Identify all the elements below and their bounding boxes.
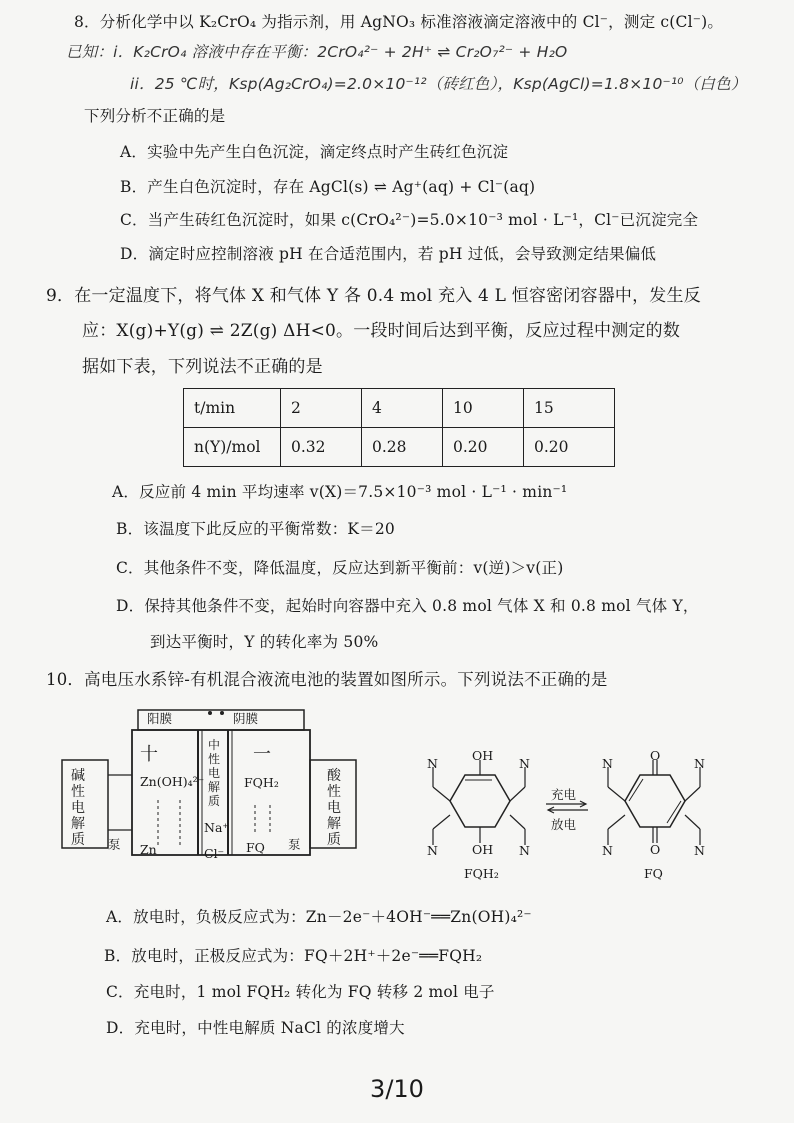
- charge-label: 充电: [551, 787, 577, 802]
- table-row: [184, 389, 615, 428]
- neutral-electrolyte-label: 中性电解质: [207, 738, 220, 808]
- fq-n-bottom-right: N: [694, 843, 705, 858]
- q9-data-table: [183, 388, 615, 467]
- table-cell: 0.28: [362, 428, 443, 467]
- fqh2-oh-bottom: OH: [472, 842, 494, 857]
- fq-o-top: O: [650, 748, 661, 763]
- bond: [608, 815, 625, 829]
- bond: [433, 815, 450, 829]
- fq-label: FQ: [644, 866, 663, 881]
- fqh2-n-bottom-left: N: [427, 843, 438, 858]
- positive-sign: 十: [140, 744, 158, 765]
- fqh2-label: FQH₂: [464, 866, 499, 881]
- q8-known-2: ii．25 ℃时，Ksp(Ag₂CrO₄)=2.0×10⁻¹²（砖红色），Ksp(AgCl)=1.8×10⁻¹⁰（白色）: [130, 75, 747, 93]
- fqh2-n-bottom-right: N: [519, 843, 530, 858]
- pump-right: 泵: [288, 837, 301, 852]
- left-electrode-label: Zn(OH)₄²⁻: [140, 774, 205, 789]
- bond: [510, 815, 525, 829]
- page-number: 3/10: [370, 1075, 424, 1103]
- q8-option-b: B．产生白色沉淀时，存在 AgCl(s) ⇌ Ag⁺(aq) + Cl⁻(aq): [120, 178, 536, 196]
- table-cell: 2: [281, 389, 362, 428]
- ion-cl: Cl⁻: [204, 846, 225, 861]
- q8-option-a: A．实验中先产生白色沉淀，滴定终点时产生砖红色沉淀: [120, 143, 509, 161]
- bond: [685, 815, 700, 829]
- q9-stem-3: 据如下表，下列说法不正确的是: [82, 357, 323, 377]
- table-cell: 0.20: [443, 428, 524, 467]
- left-electrode-bottom: Zn: [140, 842, 157, 857]
- table-row: [184, 428, 615, 467]
- q9-option-d-cont: 到达平衡时，Y 的转化率为 50%: [150, 633, 379, 651]
- membrane-left-label: 阳膜: [147, 711, 173, 726]
- table-cell: 15: [524, 389, 615, 428]
- q9-option-c: C．其他条件不变，降低温度，反应达到新平衡前：v(逆)＞v(正): [116, 559, 564, 577]
- q10-stem: 10．高电压水系锌-有机混合液流电池的装置如图所示。下列说法不正确的是: [46, 670, 608, 689]
- pump-left: 泵: [108, 837, 121, 852]
- discharge-label: 放电: [551, 817, 577, 832]
- terminal: [208, 711, 212, 715]
- q9-option-b: B．该温度下此反应的平衡常数：K＝20: [116, 520, 395, 538]
- benzene-ring: [450, 775, 510, 827]
- q8-option-d: D．滴定时应控制溶液 pH 在合适范围内，若 pH 过低，会导致测定结果偏低: [120, 245, 657, 263]
- table-cell: t/min: [184, 389, 281, 428]
- fqh2-n-top-right: N: [519, 756, 530, 771]
- fq-n-top-left: N: [602, 756, 613, 771]
- q8-option-c: C．当产生砖红色沉淀时，如果 c(CrO₄²⁻)=5.0×10⁻³ mol · L⁻¹，Cl⁻已沉淀完全: [120, 211, 699, 229]
- terminal: [220, 711, 224, 715]
- table-cell: 0.20: [524, 428, 615, 467]
- fq-o-bottom: O: [650, 842, 661, 857]
- q10-option-b: B．放电时，正极反应式为：FQ＋2H⁺＋2e⁻══FQH₂: [104, 947, 483, 965]
- q9-option-a: A．反应前 4 min 平均速率 v(X)＝7.5×10⁻³ mol · L⁻¹ · min⁻¹: [112, 483, 568, 501]
- fq-n-bottom-left: N: [602, 843, 613, 858]
- q9-stem-2: 应：X(g)+Y(g) ⇌ 2Z(g) ΔH<0。一段时间后达到平衡，反应过程中测定的数: [82, 321, 681, 341]
- right-electrode-bottom: FQ: [246, 840, 265, 855]
- q10-option-c: C．充电时，1 mol FQH₂ 转化为 FQ 转移 2 mol 电子: [106, 983, 495, 1001]
- fq-n-top-right: N: [694, 756, 705, 771]
- right-electrode-top: FQH₂: [244, 775, 279, 790]
- table-cell: n(Y)/mol: [184, 428, 281, 467]
- bond: [510, 787, 525, 801]
- q9-option-d: D．保持其他条件不变，起始时向容器中充入 0.8 mol 气体 X 和 0.8 mol 气体 Y，: [116, 597, 699, 615]
- membrane-right-label: 阴膜: [233, 711, 259, 726]
- fqh2-n-top-left: N: [427, 756, 438, 771]
- bond: [433, 787, 450, 801]
- bond: [608, 787, 625, 801]
- q9-stem-1: 9．在一定温度下，将气体 X 和气体 Y 各 0.4 mol 充入 4 L 恒容密闭容器中，发生反: [46, 286, 701, 306]
- negative-sign: 一: [253, 744, 271, 765]
- q10-option-d: D．充电时，中性电解质 NaCl 的浓度增大: [106, 1019, 405, 1037]
- q8-stem: 8．分析化学中以 K₂CrO₄ 为指示剂，用 AgNO₃ 标准溶液滴定溶液中的 Cl⁻，测定 c(Cl⁻)。: [74, 13, 724, 31]
- table-cell: 0.32: [281, 428, 362, 467]
- table-cell: 10: [443, 389, 524, 428]
- q10-option-a: A．放电时，负极反应式为：Zn－2e⁻＋4OH⁻══Zn(OH)₄²⁻: [106, 908, 532, 926]
- quinone-ring: [625, 775, 685, 827]
- q8-question: 下列分析不正确的是: [84, 107, 226, 125]
- q8-known-1: 已知：i．K₂CrO₄ 溶液中存在平衡：2CrO₄²⁻ + 2H⁺ ⇌ Cr₂O₇²⁻ + H₂O: [66, 43, 568, 61]
- ion-na: Na⁺: [204, 820, 229, 835]
- fqh2-oh-top: OH: [472, 748, 494, 763]
- right-tank-label: 酸性电解质: [327, 768, 341, 848]
- table-cell: 4: [362, 389, 443, 428]
- bond: [685, 787, 700, 801]
- left-tank-label: 碱性电解质: [71, 768, 85, 848]
